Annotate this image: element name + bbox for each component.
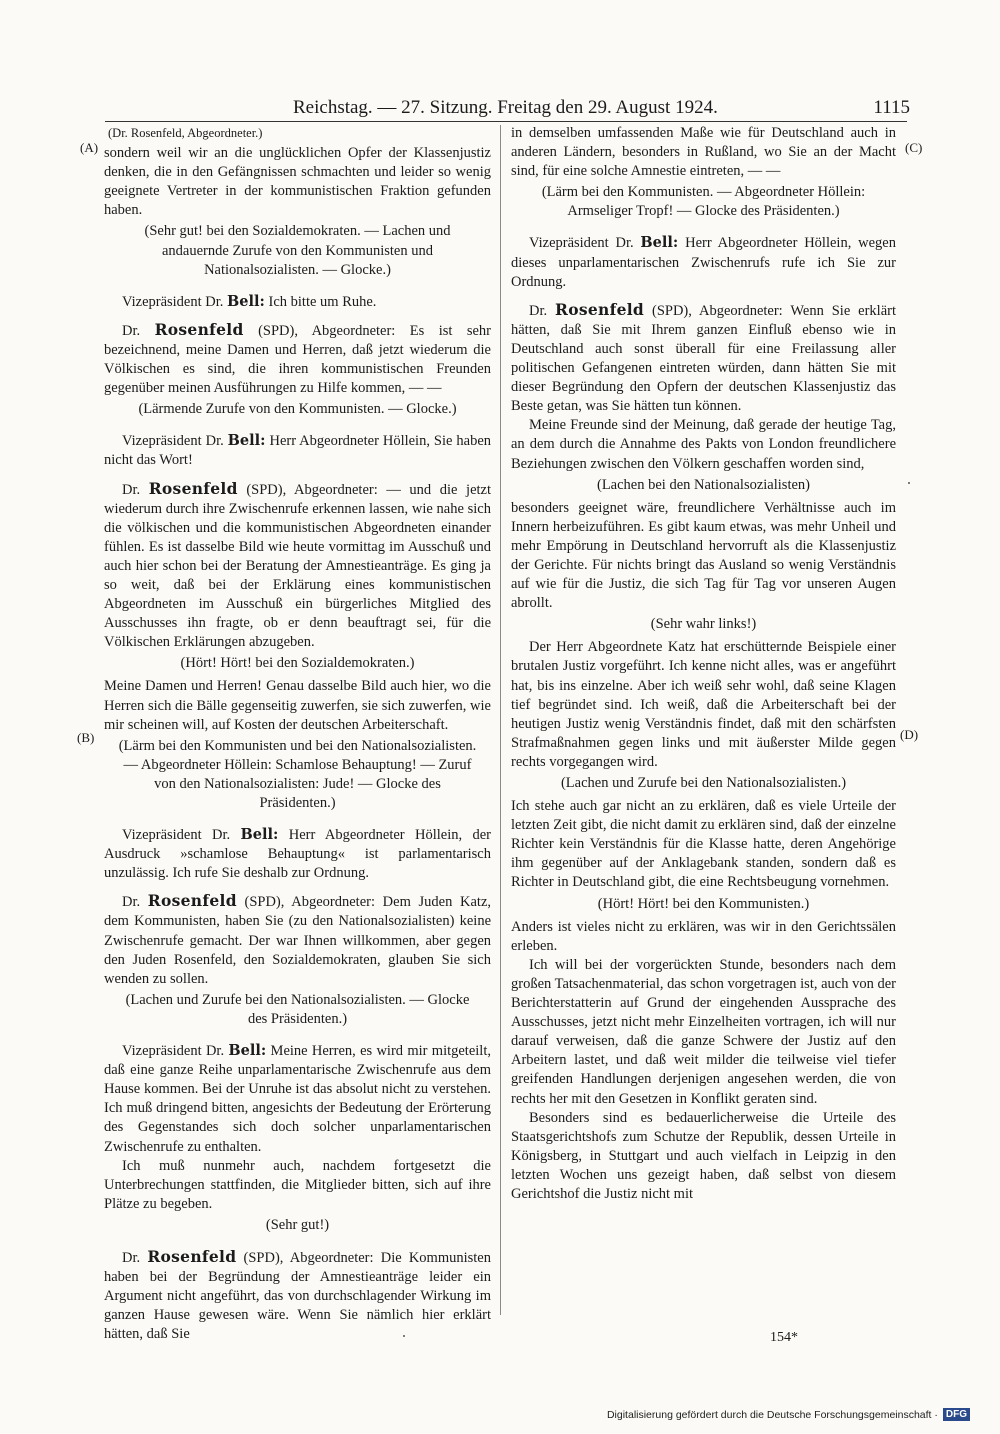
speech-paragraph [104, 479, 491, 653]
paragraph-gap [511, 292, 896, 300]
interjection: (Sehr gut! bei den Sozialdemokraten. — Lachen und andauernde Zurufe von den Kommunisten und Nationalsozialisten. — Glocke.) [144, 223, 451, 278]
paragraph-gap [104, 284, 491, 292]
print-speck [908, 482, 910, 484]
running-title: Reichstag. — 27. Sitzung. Freitag den 29. August 1924. [293, 97, 718, 118]
dfg-logo: DFG [943, 1408, 970, 1421]
paragraph-gap [104, 817, 491, 825]
speaker-name: Rosenfeld [555, 299, 645, 319]
interjection: (Hört! Hört! bei den Sozialdemokraten.) [180, 655, 415, 672]
print-speck [403, 1335, 405, 1337]
speech-text: Herr Abgeordneter Höllein, Sie haben nicht das Wort! [104, 433, 491, 469]
speaker-name: Bell: [227, 292, 265, 310]
speaker-name: Rosenfeld [154, 319, 244, 339]
interjection: (Lärm bei den Kommunisten und bei den Nationalsozialisten. — Abgeordneter Höllein: Schamlose Behauptung! — Zuruf von den Nationalsozialisten: Jude! — Glocke des Präsidenten.) [118, 737, 477, 811]
paragraph: in demselben umfassenden Maße wie für Deutschland auch in anderen Ländern, besonders in Rußland, wo Sie an der Macht sind, für eine solche Amnestie eintreten, — — [511, 125, 896, 180]
footer-credit: Digitalisierung gefördert durch die Deutsche Forschungsgemeinschaft · [606, 1408, 938, 1421]
paragraph: Der Herr Abgeordnete Katz hat erschütternde Beispiele einer brutalen Justiz vorgeführt. Ich kenne nicht alles, was er angeführt hat, bis ins einzelne. Aber ich weiß sehr wohl, daß seine Klagen tief begründet sind. Ich weiß, daß die Arbeiterschaft bei der heutigen Justiz wenig Verständnis findet, daß mit den schärfsten Strafmaßnahmen gegen links und mit äußerster Milde gegen rechts vorgegangen wird. [511, 639, 896, 770]
header-rule [105, 121, 907, 122]
paragraph-gap [104, 1239, 491, 1247]
interjection: (Sehr wahr links!) [650, 616, 757, 633]
speaker-title: Dr. [122, 481, 149, 498]
speech-text: (SPD), Abgeordneter: Dem Juden Katz, dem Kommunisten, haben Sie (zu den Nationalsozialisten) keine Zwischenrufe gemacht. Der war Ihnen willkommen, aber gegen den Juden Rosenfeld, den Sozialdemokraten, glauben Sie sich wenden zu sollen. [104, 894, 492, 987]
column-divider [500, 125, 501, 1315]
speech-paragraph [104, 320, 491, 398]
speaker-head: (Dr. Rosenfeld, Abgeordneter.) [108, 126, 263, 140]
speaker-title: Dr. [122, 894, 148, 911]
speech-paragraph [104, 1041, 491, 1157]
left-column [104, 124, 491, 1344]
speaker-title: Vizepräsident Dr. [122, 1043, 229, 1060]
speaker-name: Rosenfeld [148, 478, 238, 498]
paragraph-gap [511, 225, 896, 233]
speaker-title: Vizepräsident Dr. [122, 827, 241, 844]
paragraph: Ich stehe auch gar nicht an zu erklären, daß es viele Urteile der letzten Zeit gibt, die nicht damit zu erklären sind, daß der einzelne Richter kein Verständnis für die Klasse hatte, deren Angehörige ihm gegenüber auf der Anklagebank standen, sondern daß es Richter in Deutschland gibt, die eine Rechtsbeugung vornehmen. [511, 798, 896, 891]
speaker-title: Dr. [122, 322, 155, 339]
speech-paragraph [104, 891, 491, 988]
speech-paragraph [104, 1247, 491, 1344]
speaker-name: Bell: [227, 432, 266, 450]
paragraph: Meine Damen und Herren! Genau dasselbe Bild auch hier, wo die Herren sich die Bälle gegenseitig zuwerfen, sie sich zuwerfen, wie mir scheinen will, auf Kosten der deutschen Arbeiterschaft. [104, 678, 491, 733]
paragraph-gap [104, 312, 491, 320]
speech-paragraph [511, 300, 896, 417]
speaker-name: Bell: [228, 1042, 267, 1060]
speech-text: (SPD), Abgeordneter: Es ist sehr bezeichnend, meine Damen und Herren, daß jetzt wiederum die Völkischen es sind, die ihren kommunistischen Freunden gegenüber meinen Ausführungen zu Hilfe kommen, — — [104, 322, 492, 397]
interjection: (Lachen bei den Nationalsozialisten) [597, 476, 810, 493]
paragraph-gap [104, 423, 491, 431]
right-column [511, 124, 896, 1204]
signature-mark: 154* [770, 1330, 798, 1345]
speaker-title: Vizepräsident Dr. [122, 433, 228, 450]
paragraph-gap [104, 1033, 491, 1041]
speech-paragraph [511, 233, 896, 291]
paragraph: Besonders sind es bedauerlicherweise die Urteile des Staatsgerichtshofs zum Schutze der Republik, dessen Urteile in Königsberg, in Stuttgart und auch vielfach in Leipzig in den letzten Wochen uns gezeigt haben, daß selbst von diesem Gerichtshof die Justiz nicht mit [511, 1109, 896, 1202]
speech-text: (SPD), Abgeordneter: — und die jetzt wiederum durch ihre Zwischenrufe erkennen lassen, wie nahe sich die völkischen und die kommunistischen Abgeordneten einander fühlen. Es ist dasselbe Bild wie heute vormittag im Ausschuß und auch hier schon bei der Beratung der Amnestieanträge. Es ging ja so weit, daß bei der Erklärung eines kommunistischen Abgeordneten im Ausschuß ein bürgerliches Mitglied des Ausschusses ihn fragte, ob er denn beauftragt sei, für die Völkischen Erklärungen abzugeben. [104, 481, 492, 651]
speaker-title: Dr. [122, 1249, 148, 1266]
margin-mark-c: (C) [905, 140, 923, 155]
speaker-title: Vizepräsident Dr. [122, 293, 228, 310]
interjection: (Lachen und Zurufe bei den Nationalsozialisten.) [560, 775, 847, 791]
page-header [105, 95, 910, 121]
margin-mark-b: (B) [77, 730, 95, 745]
interjection: (Hört! Hört! bei den Kommunisten.) [597, 895, 810, 912]
interjection: (Lärm bei den Kommunisten. — Abgeordneter Höllein: Armseliger Tropf! — Glocke des Präsidenten.) [541, 184, 866, 220]
margin-mark-a: (A) [80, 140, 99, 155]
page-number: 1115 [873, 97, 910, 118]
paragraph-gap [104, 883, 491, 891]
interjection: (Sehr gut!) [265, 1216, 330, 1233]
paragraph: Meine Freunde sind der Meinung, daß gerade der heutige Tag, an dem durch die Annahme des Pakts von London freundlichere Beziehungen zwischen den Völkern geschaffen worden sind, [511, 417, 896, 472]
speech-paragraph [104, 292, 491, 312]
speech-text: Herr Abgeordneter Höllein, wegen dieses unparlamentarischen Zwischenrufs rufe ich Sie zur Ordnung. [511, 235, 896, 290]
speaker-name: Bell: [240, 826, 279, 844]
speech-text: (SPD), Abgeordneter: Die Kommunisten haben bei der Begründung der Amnestieanträge leider ein Argument nicht angeführt, das von durchschlagender Wirkung im ganzen Hause gewesen wäre. Wenn Sie nämlich hier erklärt hätten, daß Sie [104, 1249, 491, 1343]
speaker-title: Dr. [529, 302, 556, 319]
margin-mark-d: (D) [900, 727, 919, 742]
paragraph: Ich muß nunmehr auch, nachdem fortgesetzt die Unterbrechungen stattfinden, die Mitglieder bitten, sich auf ihre Plätze zu begeben. [104, 1157, 491, 1212]
speech-text: Herr Abgeordneter Höllein, der Ausdruck »schamlose Behauptung« ist parlamentarisch unzulässig. Ich rufe Sie deshalb zur Ordnung. [104, 827, 491, 882]
interjection: (Lärmende Zurufe von den Kommunisten. — Glocke.) [138, 401, 457, 418]
speech-paragraph [104, 431, 491, 470]
paragraph-gap [104, 471, 491, 479]
speech-text: (SPD), Abgeordneter: Wenn Sie erklärt hätten, daß Sie mit Ihrem ganzen Einfluß ebenso wie in Deutschland auch sonst überall für eine Freilassung aller politischen Gefangenen eintreten würden, dann hätten Sie mit dieser Begründung den Opfern der deutschen Klassenjustiz das Beste getan, was Sie hätten tun können. [511, 302, 896, 415]
speaker-name: Rosenfeld [147, 1246, 237, 1266]
speaker-title: Vizepräsident Dr. [529, 235, 641, 252]
page-footer [607, 1408, 970, 1421]
speaker-name: Rosenfeld [147, 891, 237, 911]
speaker-name: Bell: [640, 234, 679, 252]
paragraph: Anders ist vieles nicht zu erklären, was wir in den Gerichtssälen erleben. [511, 918, 896, 954]
paragraph: Ich will bei der vorgerückten Stunde, besonders nach dem großen Tatsachenmaterial, das schon vorgetragen ist, auch von der Berichterstatterin auf Grund der eingehenden Aussprache des Ausschusses, jetzt nicht mehr Einzelheiten vortragen, ich will nur darauf verweisen, daß die ganze Schwere der Justiz auf den Arbeitern lastet, und daß weit milder die teilweise viel tiefer greifenden Handlungen derjenigen angesehen werden, die von rechts her mit den Gesetzen in Konflikt geraten sind. [511, 956, 896, 1107]
paragraph: sondern weil wir an die unglücklichen Opfer der Klassenjustiz denken, die in den Gefängnissen schmachten und leider so wenig geeignete Vertreter in der kommunistischen Fraktion gefunden haben. [104, 145, 491, 219]
paragraph: besonders geeignet wäre, freundlichere Verhältnisse auch im Innern herbeizuführen. Es gibt kaum etwas, was mehr Unheil und mehr Empörung in Deutschland hervorruft als die Klassenjustiz der Gerichte. Für nichts bringt das Ausland so wenig Verständnis auf wie für die Justiz, die sich Tag für Tag vor unseren Augen abrollt. [511, 499, 896, 612]
speech-text: Meine Herren, es wird mir mitgeteilt, daß eine ganze Reihe unparlamentarische Zwischenrufe aus dem Hause kommen. Bei der Unruhe ist das absolut nicht zu verstehen. Ich muß dringend bitten, angesichts der Bedeutung der Erörterung des Gegenstandes sich doch solcher unparlamentarischen Zwischenrufe zu enthalten. [104, 1043, 491, 1155]
speech-paragraph [104, 825, 491, 883]
interjection: (Lachen und Zurufe bei den Nationalsozialisten. — Glocke des Präsidenten.) [125, 991, 470, 1027]
speech-text: Ich bitte um Ruhe. [264, 293, 377, 310]
